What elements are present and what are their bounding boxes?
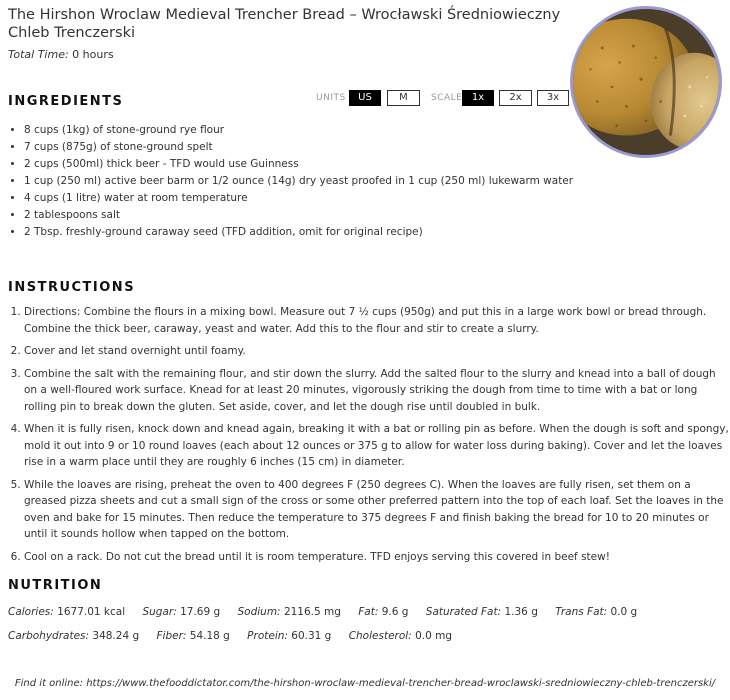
instruction-step: 6. Cool on a rack. Do not cut the bread until it is room temperature. TFD enjoys serving this covered in beef stew! [24,549,730,566]
instructions-list [8,304,730,571]
unit-us-button[interactable]: US [349,90,381,106]
nutrition-sugar: Sugar: 17.69 g [142,606,221,618]
unit-metric-button[interactable]: M [387,90,420,106]
nutrition-protein: Protein: 60.31 g [247,630,332,642]
ingredient-item: • 2 cups (500ml) thick beer - TFD would use Guinness [24,156,724,173]
nutrition-cholesterol: Cholesterol: 0.0 mg [348,630,452,642]
ingredient-item: • 1 cup (250 ml) active beer barm or 1/2 ounce (14g) dry yeast proofed in 1 cup (250 ml) lukewarm water [24,173,724,190]
nutrition-fiber: Fiber: 54.18 g [156,630,230,642]
nutrition-sodium: Sodium: 2116.5 mg [237,606,341,618]
nutrition-facts [8,600,722,648]
source-link[interactable]: Find it online: https://www.thefooddictator.com/the-hirshon-wroclaw-medieval-trencher-bread-wroclawski-sredniowieczny-chleb-trenczerski/ [14,678,716,689]
ingredients-heading: INGREDIENTS [8,94,124,109]
nutrition-fat: Fat: 9.6 g [358,606,409,618]
nutrition-carbohydrates: Carbohydrates: 348.24 g [8,630,140,642]
instruction-step: 5. While the loaves are rising, preheat the oven to 400 degrees F (250 degrees C). When the loaves are fully risen, set them on a greased pizza sheets and cut a small sign of the cross or some other preferred pattern into the top of each loaf. Set the loaves in the oven and bake for 15 minutes. Then reduce the temperature to 375 degrees F and finish baking the bread for 10 to 20 minutes or until it sounds hollow when tapped on the bottom. [24,477,730,543]
recipe-title: The Hirshon Wroclaw Medieval Trencher Bread – Wrocławski Średniowieczny Chleb Trenczerski [8,7,561,41]
instructions-heading: INSTRUCTIONS [8,280,136,295]
instruction-step: 2. Cover and let stand overnight until foamy. [24,343,730,360]
scale-1x-button[interactable]: 1x [462,90,494,106]
instruction-step: 4. When it is fully risen, knock down and knead again, breaking it with a bat or rolling pin as before. When the dough is soft and spongy, mold it out into 9 or 10 round loaves (each about 12 ounces or 375 g to allow for water loss during baking). Cover and let the loaves rise in a warm place until they are roughly 6 inches (15 cm) in diameter. [24,421,730,471]
ingredient-item: • 2 tablespoons salt [24,207,724,224]
ingredient-item: • 4 cups (1 litre) water at room temperature [24,190,724,207]
total-time-value: 0 hours [72,48,114,61]
total-time [8,48,114,61]
ingredient-item: • 2 Tbsp. freshly-ground caraway seed (TFD addition, omit for original recipe) [24,224,724,241]
ingredient-item: • 8 cups (1kg) of stone-ground rye flour [24,122,724,139]
instruction-step: 1. Directions: Combine the flours in a mixing bowl. Measure out 7 ½ cups (950g) and put this in a large work bowl or bread through. Combine the thick beer, caraway, yeast and water. Add this to the flour and stir to create a slurry. [24,304,730,337]
scale-3x-button[interactable]: 3x [537,90,569,106]
nutrition-trans-fat: Trans Fat: 0.0 g [555,606,638,618]
total-time-label: Total Time: [8,48,69,61]
nutrition-calories: Calories: 1677.01 kcal [8,606,126,618]
units-label: UNITS [316,93,346,103]
ingredients-list [8,122,724,241]
instruction-step: 3. Combine the salt with the remaining flour, and stir down the slurry. Add the salted flour to the slurry and knead into a ball of dough on a well-floured work surface. Knead for at least 20 minutes, vigorously striking the dough from time to time with a bat or long rolling pin to break down the gluten. Set aside, cover, and let the dough rise until doubled in bulk. [24,366,730,416]
scale-2x-button[interactable]: 2x [499,90,532,106]
ingredient-item: • 7 cups (875g) of stone-ground spelt [24,139,724,156]
scale-label: SCALE [431,93,463,103]
nutrition-saturated-fat: Saturated Fat: 1.36 g [425,606,538,618]
nutrition-heading: NUTRITION [8,578,103,593]
